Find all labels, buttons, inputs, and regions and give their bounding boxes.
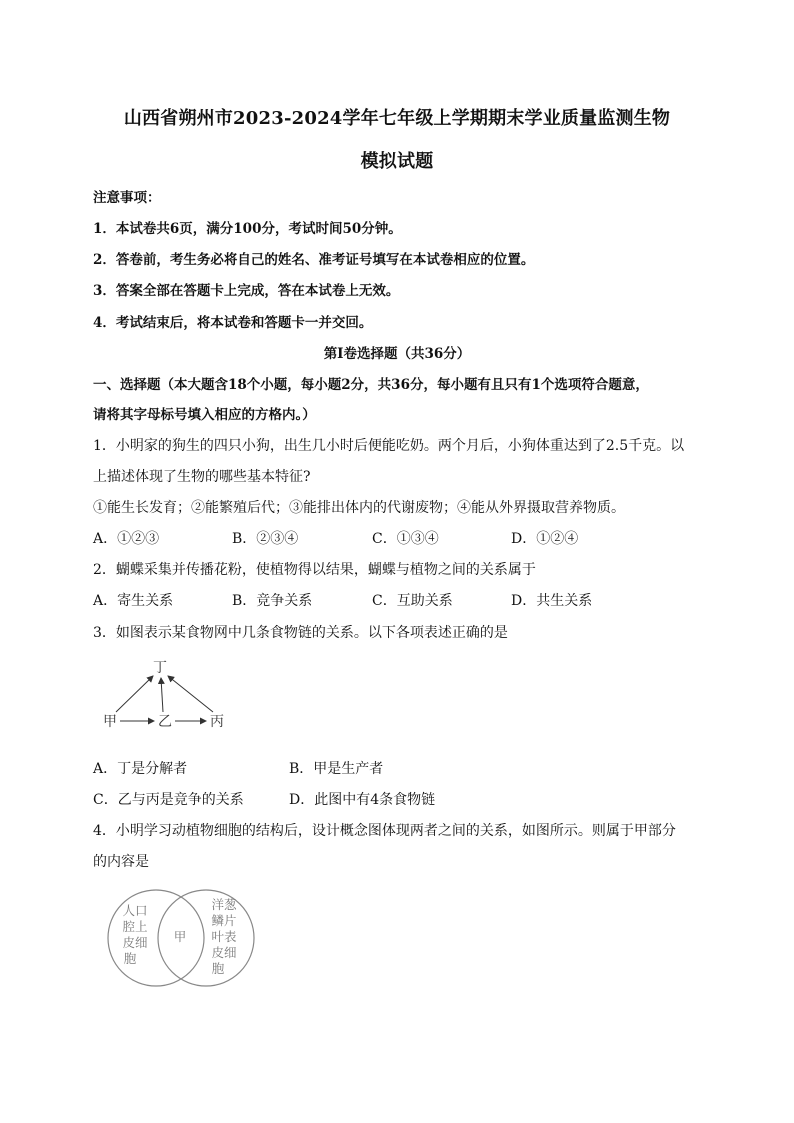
q1-option-b: B．②③④	[232, 531, 299, 547]
venn-left-3: 皮细	[122, 935, 148, 950]
arrow-yi-ding	[161, 678, 163, 712]
q3-option-a: A．丁是分解者	[93, 761, 188, 777]
q1-option-c: C．①③④	[372, 531, 439, 547]
venn-right-3: 叶表	[211, 929, 237, 944]
notice-heading: 注意事项：	[93, 190, 161, 206]
exam-title-line1: 山西省朔州市2023-2024学年七年级上学期期末学业质量监测生物	[123, 108, 671, 129]
node-yi: 乙	[158, 714, 172, 730]
arrow-bing-ding	[168, 676, 213, 712]
venn-right-1: 洋葱	[211, 897, 237, 912]
q2-stem: 2．蝴蝶采集并传播花粉，使植物得以结果，蝴蝶与植物之间的关系属于	[93, 562, 536, 578]
arrow-jia-ding	[116, 676, 153, 712]
notice-item-4: 4．考试结束后，将本试卷和答题卡一并交回。	[93, 315, 373, 331]
q2-option-d: D．共生关系	[511, 593, 593, 609]
q3-stem: 3．如图表示某食物网中几条食物链的关系。以下各项表述正确的是	[93, 625, 508, 641]
q3-option-c: C．乙与丙是竞争的关系	[93, 792, 244, 808]
q2-option-a: A．寄生关系	[93, 593, 174, 609]
venn-left-4: 胞	[123, 951, 137, 966]
notice-item-3: 3．答案全部在答题卡上完成，答在本试卷上无效。	[93, 283, 400, 299]
venn-circle-right	[158, 890, 254, 986]
venn-diagram	[100, 888, 260, 996]
q1-stem-line1: 1．小明家的狗生的四只小狗，出生几小时后便能吃奶。两个月后，小狗体重达到了2.5千克。以	[93, 438, 685, 454]
node-ding: 丁	[153, 660, 167, 676]
q1-option-d: D．①②④	[511, 531, 579, 547]
exam-title-line2: 模拟试题	[360, 151, 434, 172]
part-title: 第Ⅰ卷选择题（共36分）	[323, 346, 471, 362]
notice-item-2: 2．答卷前，考生务必将自己的姓名、准考证号填写在本试卷相应的位置。	[93, 252, 535, 268]
q2-option-b: B．竞争关系	[232, 593, 313, 609]
venn-center-label: 甲	[173, 929, 187, 944]
venn-right-4: 皮细	[211, 945, 237, 960]
section-intro-line2: 请将其字母标号填入相应的方格内。）	[93, 407, 316, 423]
notice-item-1: 1．本试卷共6页，满分100分，考试时间50分钟。	[93, 221, 402, 237]
q4-stem-line2: 的内容是	[93, 854, 149, 870]
q3-option-b: B．甲是生产者	[289, 761, 384, 777]
venn-right-5: 胞	[211, 961, 225, 976]
venn-right-2: 鳞片	[211, 913, 237, 928]
q1-stem-line3: ①能生长发育；②能繁殖后代；③能排出体内的代谢废物；④能从外界摄取营养物质。	[93, 500, 625, 516]
node-jia: 甲	[103, 714, 117, 730]
food-web-diagram	[100, 656, 230, 734]
q2-option-c: C．互助关系	[372, 593, 453, 609]
q1-option-a: A．①②③	[93, 531, 160, 547]
venn-left-1: 人口	[122, 903, 148, 918]
section-intro-line1: 一、选择题（本大题含18个小题，每小题2分，共36分，每小题有且只有1个选项符合题意，	[93, 377, 649, 393]
node-bing: 丙	[210, 714, 224, 730]
q4-stem-line1: 4．小明学习动植物细胞的结构后，设计概念图体现两者之间的关系，如图所示。则属于甲部分	[93, 823, 676, 839]
venn-left-2: 腔上	[122, 919, 148, 934]
q3-option-d: D．此图中有4条食物链	[289, 792, 436, 808]
q1-stem-line2: 上描述体现了生物的哪些基本特征?	[93, 469, 311, 485]
